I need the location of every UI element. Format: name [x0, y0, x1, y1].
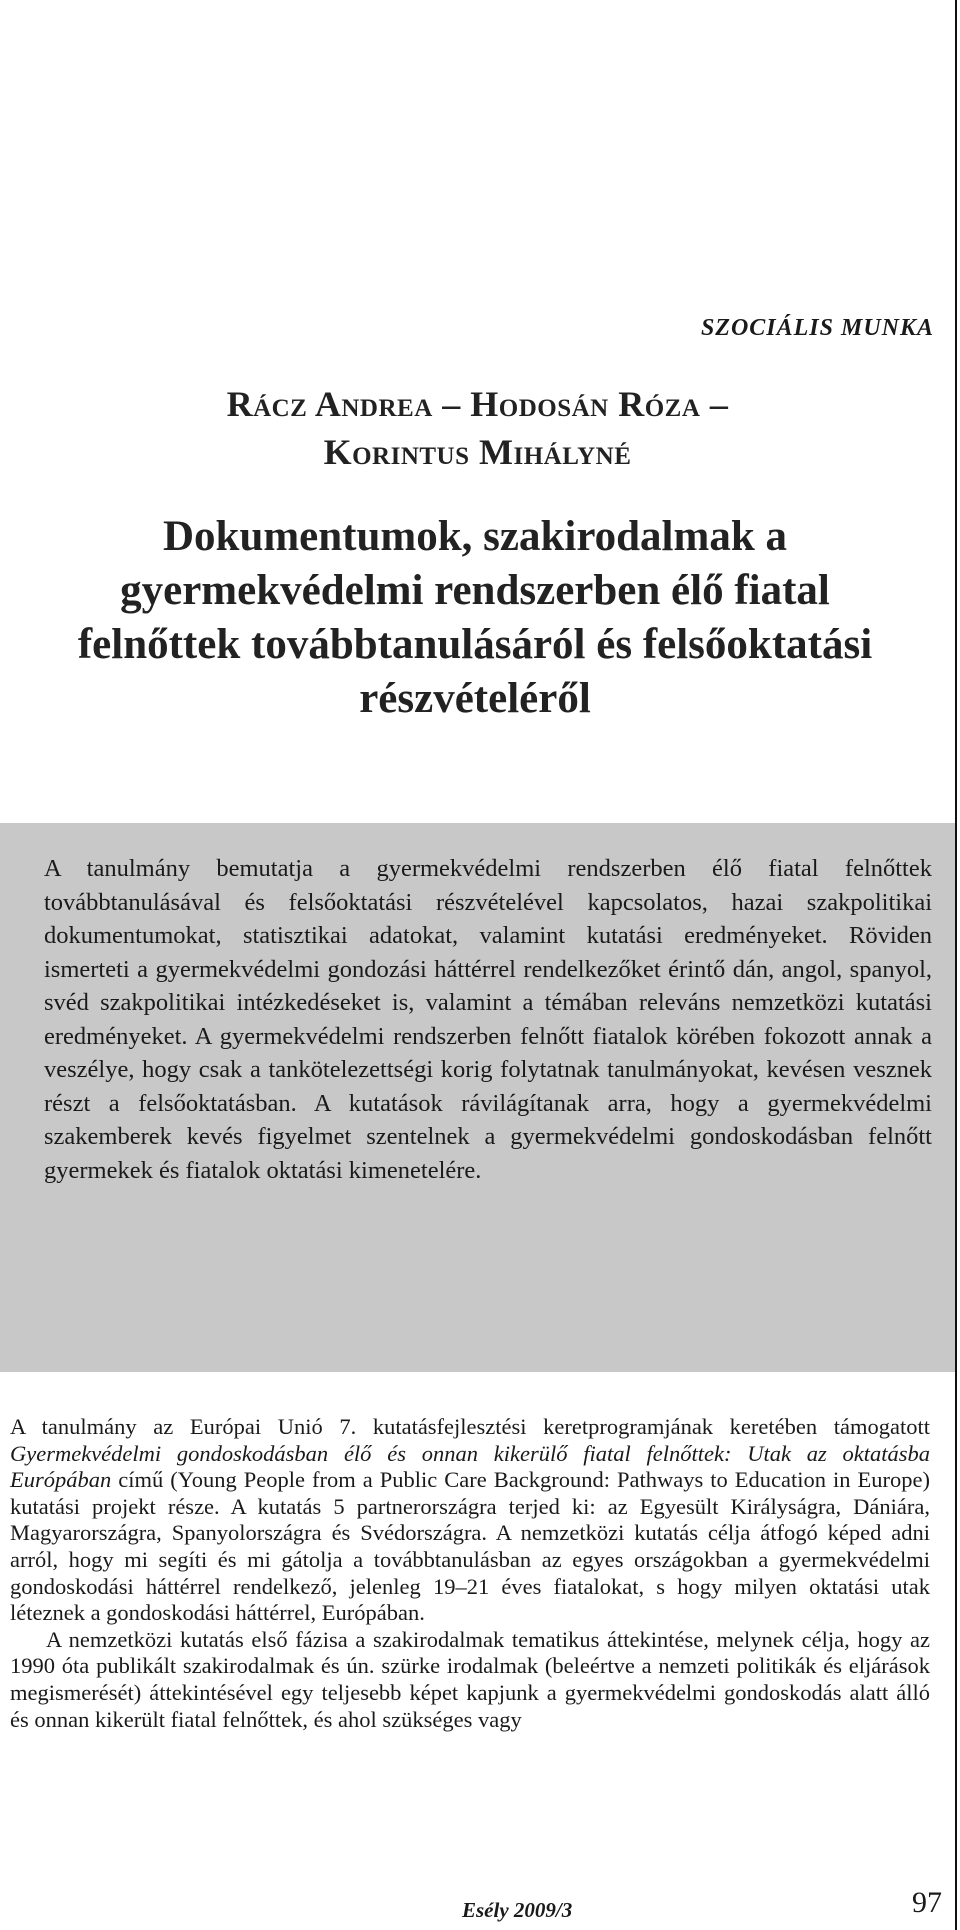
article-title: Dokumentumok, szakirodalmak a gyermekvédelmi rendszerben élő fiatal felnőttek továbbtanulásáról és felsőoktatási részvételéről — [77, 513, 873, 722]
body-text — [10, 1414, 930, 1733]
authors-line-1: Rácz Andrea – Hodosán Róza – — [226, 384, 729, 424]
section-label: SZOCIÁLIS MUNKA — [700, 315, 934, 341]
project-title: Gyermekvédelmi gondoskodásban élő és onnan kikerülő fiatal felnőttek: Utak az oktatásba Európában — [10, 1440, 930, 1493]
authors — [0, 380, 955, 476]
paragraph-1-start: A tanulmány az Európai Unió 7. kutatásfejlesztési keretprogramjának keretében támogatott — [10, 1414, 930, 1439]
paragraph-2: A nemzetközi kutatás első fázisa a szakirodalmak tematikus áttekintése, melynek célja, hogy az 1990 óta publikált szakirodalmak és ún. szürke irodalmak (beleértve a nemzeti politikák és eljárások megismerését) áttekintésével egy teljesebb képet kapjunk a gyermekvédelmi gondoskodás alatt álló és onnan kikerült fiatal felnőttek, és ahol szükséges vagy — [10, 1626, 930, 1732]
paragraph-1 — [10, 1414, 930, 1627]
page-edge-rule — [955, 0, 957, 1930]
authors-line-2: Korintus Mihályné — [323, 432, 632, 472]
journal-footer: Esély 2009/3 — [462, 1898, 573, 1922]
page-number: 97 — [912, 1886, 942, 1919]
abstract-text: A tanulmány bemutatja a gyermekvédelmi rendszerben élő fiatal felnőttek továbbtanulásával és felsőoktatási részvételével kapcsolatos, hazai szakpolitikai dokumentumokat, statisztikai adatokat, valamint kutatási eredményeket. Röviden ismerteti a gyermekvédelmi gondozási háttérrel rendelkezőket érintő dán, angol, spanyol, svéd szakpolitikai intézkedéseket is, valamint a témában releváns nemzetközi kutatási eredményeket. A gyermekvédelmi rendszerben felnőtt fiatalok körében fokozott annak a veszélye, hogy csak a tankötelezettségi korig folytatnak tanulmányokat, kevésen vesznek részt a felsőoktatásban. A kutatások rávilágítanak arra, hogy a gyermekvédelmi szakemberek kevés figyelmet szentelnek a gyermekvédelmi gondoskodásban felnőtt gyermekek és fiatalok oktatási kimenetelére. — [44, 855, 932, 1184]
paragraph-1-end: című (Young People from a Public Care Background: Pathways to Education in Europe) kutatási projekt része. A kutatás 5 partnerországra terjed ki: az Egyesült Királyságra, Dániára, Magyarországra, Spanyolországra és Svédországra. A nemzetközi kutatás célja átfogó képed adni arról, hogy mi segíti és mi gátolja a továbbtanulásban az egyes országokban a gyermekvédelmi gondoskodási háttérrel rendelkező, jelenleg 19–21 éves fiatalokat, s hogy milyen oktatási utak léteznek a gondoskodási háttérrel, Európában. — [10, 1467, 930, 1626]
